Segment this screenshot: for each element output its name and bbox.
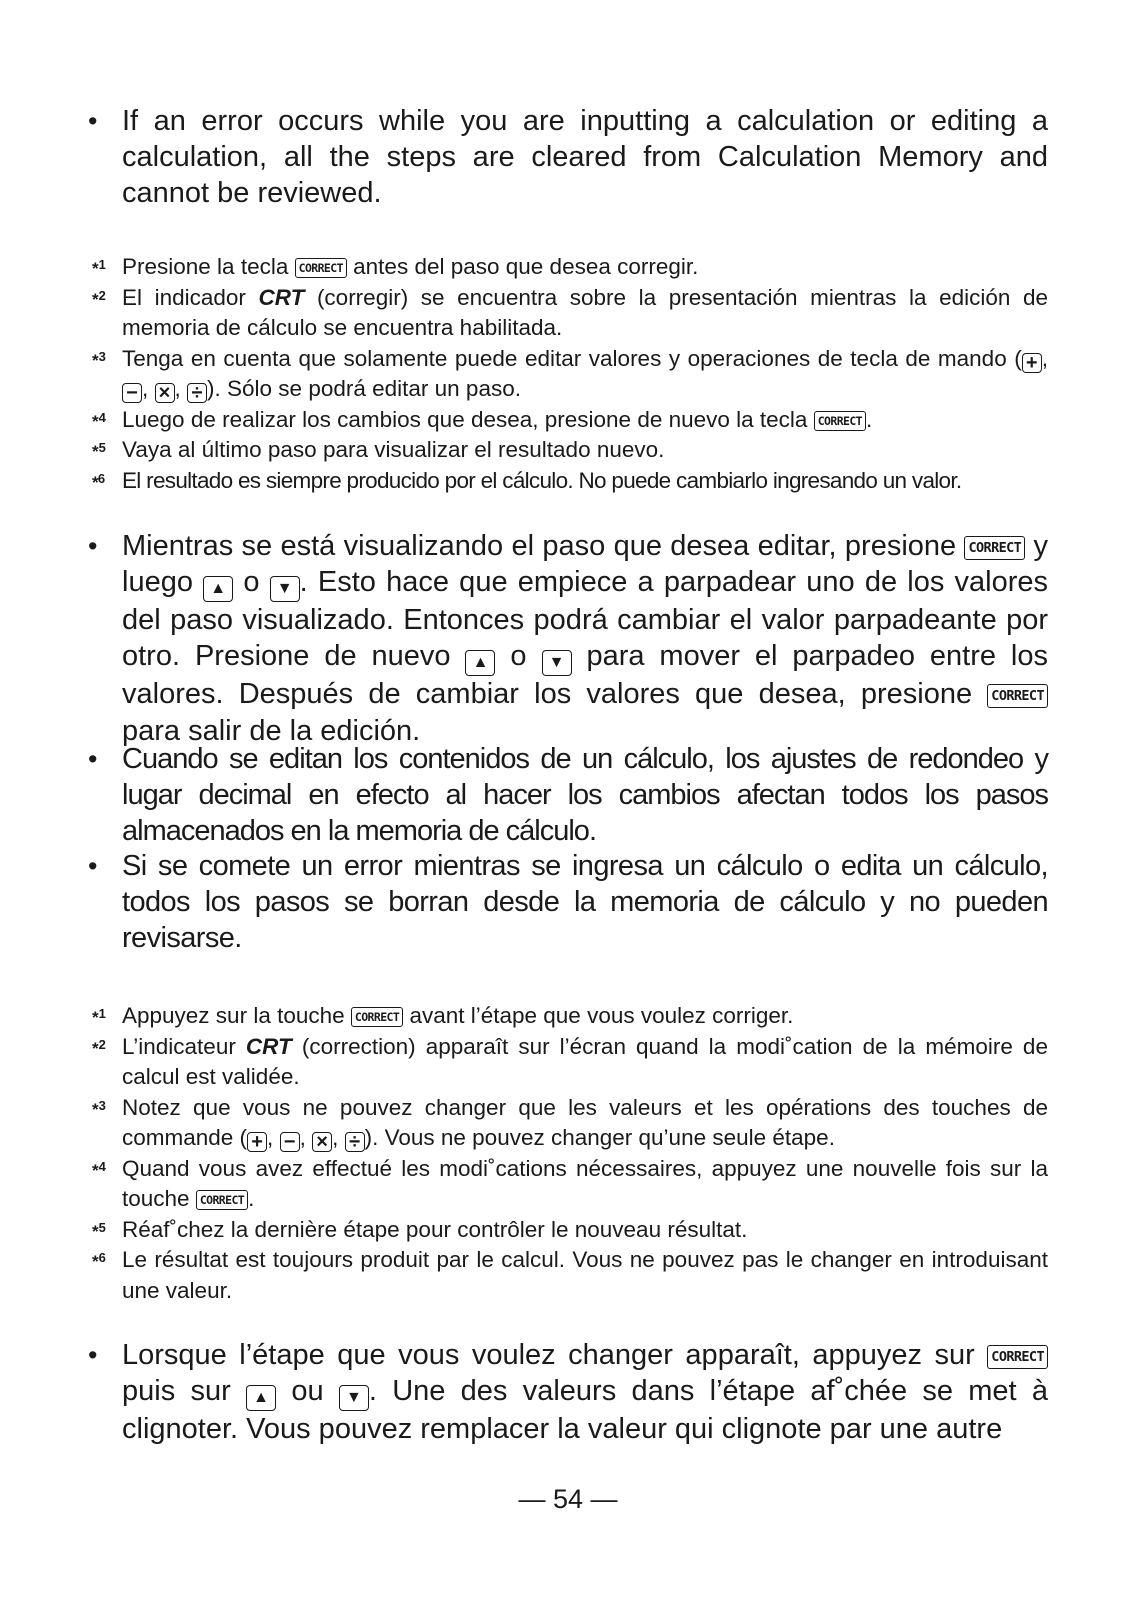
correct-key-icon: CORRECT	[987, 684, 1048, 708]
note-es-3: *$^3$ Tenga en cuenta que solamente puede editar valores y operaciones de tecla de mando ( + , − , × , ÷ ). Sólo se podrá editar un paso.	[88, 344, 1048, 405]
up-arrow-key-icon: ▲	[203, 576, 233, 602]
correct-key-icon: CORRECT	[814, 411, 866, 431]
page-number: — 54 —	[518, 1484, 618, 1514]
note-es-6	[88, 466, 1048, 497]
note-mark: *$^3$	[92, 1097, 106, 1119]
note-mark: *$^5$	[92, 1219, 106, 1241]
note-mark: *$^4$	[92, 1158, 106, 1180]
correct-key-icon: CORRECT	[964, 536, 1025, 560]
bullet-dot: •	[88, 1340, 98, 1370]
note-mark: *$^1$	[92, 1006, 106, 1027]
note-text: El indicador	[122, 284, 246, 310]
correct-key-icon: CORRECT	[987, 1345, 1048, 1369]
bullet-es-3	[88, 848, 1048, 957]
note-text: Vaya al último paso para visualizar el resultado nuevo.	[122, 437, 665, 462]
note-text: avant l’étape que vous voulez corriger.	[409, 1003, 794, 1028]
note-mark: *$^1$	[92, 257, 106, 278]
minus-key-icon: −	[280, 1132, 300, 1152]
minus-key-icon: −	[122, 383, 142, 403]
note-text: Presione la tecla	[122, 254, 289, 279]
note-fr-5	[88, 1215, 1048, 1246]
note-text: (corregir) se encuentra sobre la presentación mientras la edición de memoria de cálculo se encuentra habilitada.	[122, 284, 1048, 340]
note-text: (correction) apparaît sur l’écran quand la modi˚cation de la mémoire de calcul est validée.	[122, 1033, 1048, 1089]
bullet-dot: •	[88, 851, 98, 881]
note-text: .	[865, 406, 873, 432]
note-es-1	[88, 252, 1048, 283]
note-text: Quand vous avez effectué les modi˚cations nécessaires, appuyez une nouvelle fois sur la touche	[122, 1155, 1048, 1211]
bullet-es-2	[88, 741, 1048, 850]
bullet-dot: •	[88, 531, 98, 561]
times-key-icon: ×	[155, 383, 175, 403]
times-key-icon: ×	[312, 1132, 332, 1152]
note-text: Appuyez sur la touche	[122, 1003, 345, 1028]
note-text: Notez que vous ne pouvez changer que les valeurs et les opérations des touches de commande (	[122, 1094, 1048, 1150]
note-fr-3: *$^3$ Notez que vous ne pouvez changer que les valeurs et les opérations des touches de commande ( + , − , × , ÷ ). Vous ne pouvez changer qu’une seule étape.	[88, 1093, 1048, 1154]
note-text: .	[248, 1186, 255, 1211]
bullet-es-1	[88, 528, 1048, 749]
up-arrow-key-icon: ▲	[246, 1385, 276, 1411]
note-text: Réaf˚chez la dernière étape pour contrôler le nouveau résultat.	[122, 1216, 748, 1242]
note-fr-4	[88, 1154, 1048, 1215]
correct-key-icon: CORRECT	[351, 1007, 403, 1027]
note-es-2	[88, 283, 1048, 344]
plus-key-icon: +	[247, 1132, 267, 1152]
note-text: antes del paso que desea corregir.	[353, 254, 699, 279]
note-mark: *$^3$	[92, 348, 106, 370]
bullet-dot: •	[88, 744, 98, 774]
note-text: ). Sólo se podrá editar un paso.	[207, 376, 521, 401]
correct-key-icon: CORRECT	[196, 1190, 248, 1210]
note-mark: *$^2$	[92, 287, 106, 309]
note-mark: *$^5$	[92, 440, 106, 461]
note-fr-1	[88, 1001, 1048, 1032]
crt-indicator: CRT	[258, 284, 305, 310]
bullet-text: Cuando se editan los contenidos de un cálculo, los ajustes de redondeo y lugar decimal en efecto al hacer los cambios afectan todos los pasos almacenados en la memoria de cálculo.	[122, 743, 1048, 848]
note-text: Tenga en cuenta que solamente puede editar valores y operaciones de tecla de mando (	[122, 345, 1022, 371]
correct-key-icon: CORRECT	[295, 258, 347, 278]
note-text: Le résultat est toujours produit par le calcul. Vous ne pouvez pas le changer en introduisant une valeur.	[122, 1247, 1048, 1303]
note-es-4	[88, 405, 1048, 436]
bullet-text: Si se comete un error mientras se ingresa un cálculo o edita un cálculo, todos los pasos se borran desde la memoria de cálculo y no pueden revisarse.	[122, 850, 1048, 955]
divide-key-icon: ÷	[345, 1132, 365, 1152]
divide-key-icon: ÷	[187, 383, 207, 403]
plus-key-icon: +	[1022, 353, 1042, 373]
note-text: Luego de realizar los cambios que desea, presione de nuevo la tecla	[122, 406, 808, 432]
crt-indicator: CRT	[245, 1033, 292, 1059]
bullet-dot: •	[88, 106, 98, 136]
down-arrow-key-icon: ▼	[270, 576, 300, 602]
note-fr-6	[88, 1245, 1048, 1306]
bullet-text: If an error occurs while you are inputting a calculation or editing a calculation, all the steps are cleared from Calculation Memory and cannot be reviewed.	[122, 105, 1048, 210]
up-arrow-key-icon: ▲	[465, 650, 495, 676]
note-mark: *$^6$	[92, 470, 105, 492]
note-fr-2	[88, 1032, 1048, 1093]
down-arrow-key-icon: ▼	[339, 1385, 369, 1411]
notes-fr	[88, 1001, 1048, 1306]
down-arrow-key-icon: ▼	[542, 650, 572, 676]
note-mark: *$^2$	[92, 1036, 106, 1058]
note-mark: *$^6$	[92, 1250, 106, 1271]
note-text: El resultado es siempre producido por el cálculo. No puede cambiarlo ingresando un valor.	[122, 467, 962, 493]
note-text: ). Vous ne pouvez changer qu’une seule étape.	[364, 1125, 835, 1150]
bullet-en-error	[88, 103, 1048, 212]
notes-es	[88, 252, 1048, 496]
note-text: L’indicateur	[122, 1033, 236, 1059]
bullet-fr-1	[88, 1337, 1048, 1447]
note-mark: *$^4$	[92, 409, 106, 431]
bullet-text: Mientras se está visualizando el paso que desea editar, presione CORRECT y luego ▲ o ▼ . Esto hace que empiece a parpadear uno de los valores del paso visualizado. Entonces podrá cambiar el valor parpadeante por otro. Presione de nuevo ▲ o ▼ para mover el parpadeo entre los valores. Después de cambiar los valores que desea, presione CORRECT para salir de la edición.	[122, 530, 1049, 747]
bullet-text: Lorsque l’étape que vous voulez changer apparaît, appuyez sur CORRECT puis sur ▲ ou ▼ . Une des valeurs dans l’étape af˚chée se met à clignoter. Vous pouvez remplacer la valeur qui clignote par une autre	[122, 1339, 1049, 1446]
note-es-5	[88, 435, 1048, 466]
